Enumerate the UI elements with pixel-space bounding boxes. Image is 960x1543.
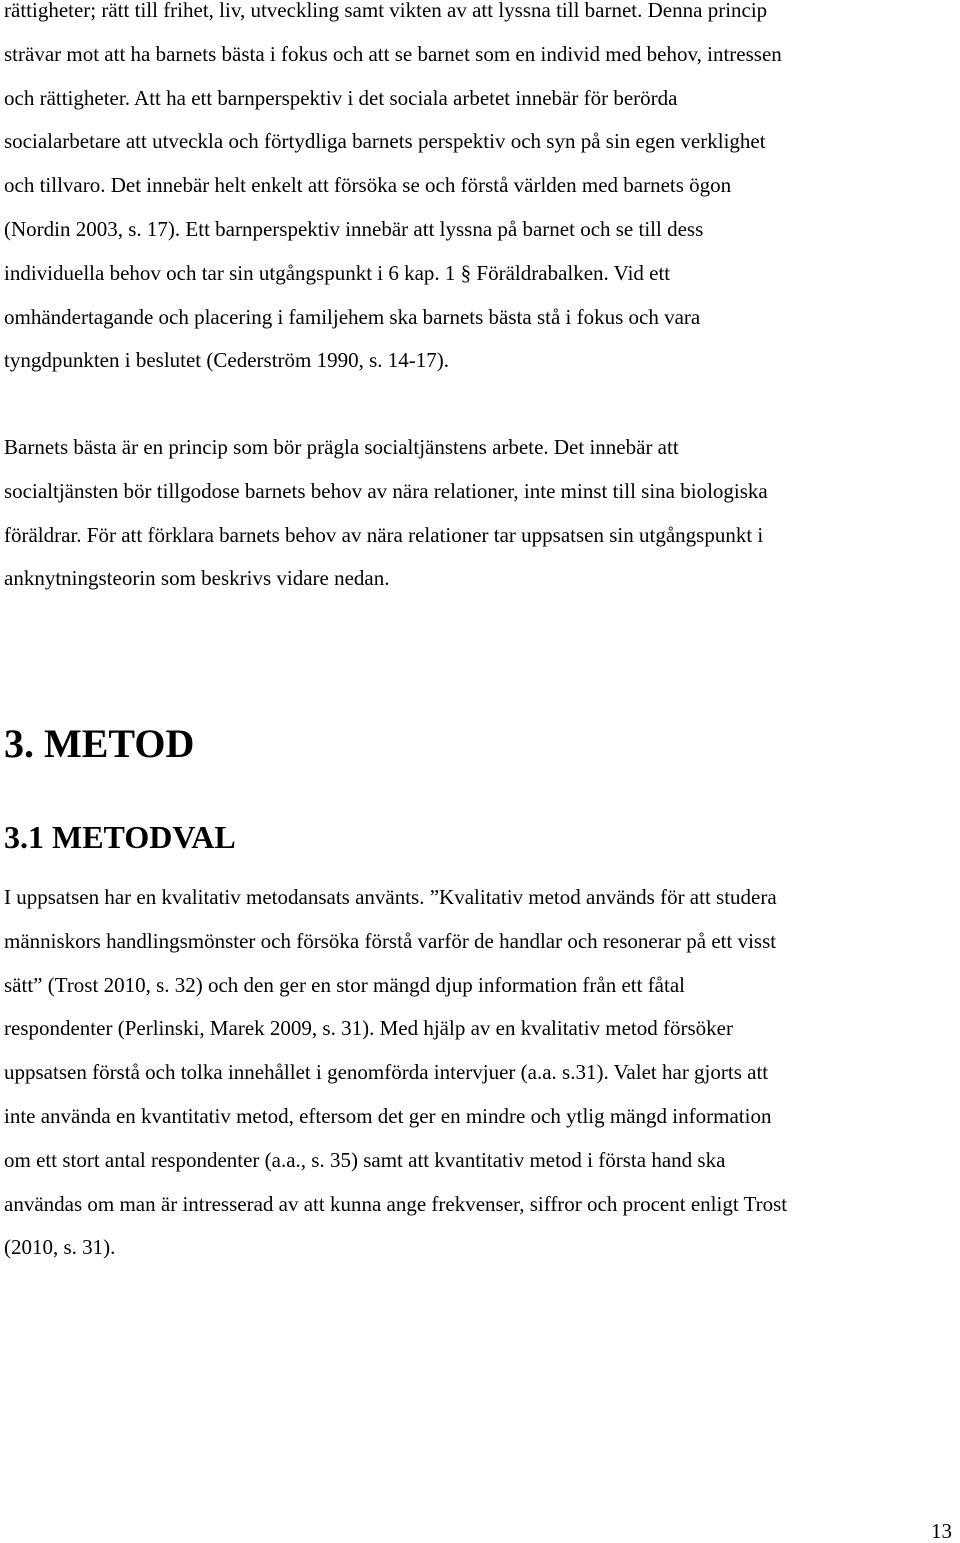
- section-heading-metod: 3. METOD: [4, 721, 195, 766]
- text-line: föräldrar. För att förklara barnets behov av nära relationer tar uppsatsen sin utgångspunkt i: [4, 522, 764, 547]
- text-line: individuella behov och tar sin utgångspunkt i 6 kap. 1 § Föräldrabalken. Vid ett: [4, 260, 671, 285]
- text-line: (Nordin 2003, s. 17). Ett barnperspektiv innebär att lyssna på barnet och se till dess: [4, 216, 704, 241]
- paragraph-barnets-basta: [4, 426, 956, 601]
- text-line: tyngdpunkten i beslutet (Cederström 1990, s. 14-17).: [4, 348, 450, 373]
- paragraph-metodval: [4, 876, 956, 1270]
- text-line: strävar mot att ha barnets bästa i fokus och att se barnet som en individ med behov, intressen: [4, 41, 782, 66]
- text-line: rättigheter; rätt till frihet, liv, utveckling samt vikten av att lyssna till barnet. Denna princip: [4, 0, 768, 22]
- text-line: omhändertagande och placering i familjehem ska barnets bästa stå i fokus och vara: [4, 304, 701, 329]
- text-line: användas om man är intresserad av att kunna ange frekvenser, siffror och procent enligt Trost: [4, 1191, 788, 1216]
- text-line: socialtjänsten bör tillgodose barnets behov av nära relationer, inte minst till sina biologiska: [4, 478, 768, 503]
- text-line: Barnets bästa är en princip som bör prägla socialtjänstens arbete. Det innebär att: [4, 435, 679, 459]
- text-line: respondenter (Perlinski, Marek 2009, s. 31). Med hjälp av en kvalitativ metod försöker: [4, 1016, 733, 1041]
- text-line: I uppsatsen har en kvalitativ metodansats använts. ”Kvalitativ metod används för att studera: [4, 885, 777, 909]
- text-line: om ett stort antal respondenter (a.a., s. 35) samt att kvantitativ metod i första hand ska: [4, 1147, 726, 1172]
- paragraph-barnperspektiv: [4, 0, 956, 383]
- subsection-heading-metodval: 3.1 METODVAL: [4, 819, 236, 855]
- text-line: människors handlingsmönster och försöka förstå varför de handlar och resonerar på ett visst: [4, 928, 777, 953]
- text-line: socialarbetare att utveckla och förtydliga barnets perspektiv och syn på sin egen verklighet: [4, 129, 766, 154]
- text-line: uppsatsen förstå och tolka innehållet i genomförda intervjuer (a.a. s.31). Valet har gjorts att: [4, 1060, 769, 1085]
- text-line: sätt” (Trost 2010, s. 32) och den ger en stor mängd djup information från ett fåtal: [4, 972, 685, 997]
- text-line: (2010, s. 31).: [4, 1235, 116, 1260]
- page-number: 13: [931, 1519, 952, 1543]
- text-line: inte använda en kvantitativ metod, eftersom det ger en mindre och ytlig mängd information: [4, 1103, 772, 1128]
- text-line: och tillvaro. Det innebär helt enkelt att försöka se och förstå världen med barnets ögon: [4, 173, 732, 198]
- text-line: och rättigheter. Att ha ett barnperspektiv i det sociala arbetet innebär för berörda: [4, 85, 678, 110]
- text-line: anknytningsteorin som beskrivs vidare nedan.: [4, 566, 390, 591]
